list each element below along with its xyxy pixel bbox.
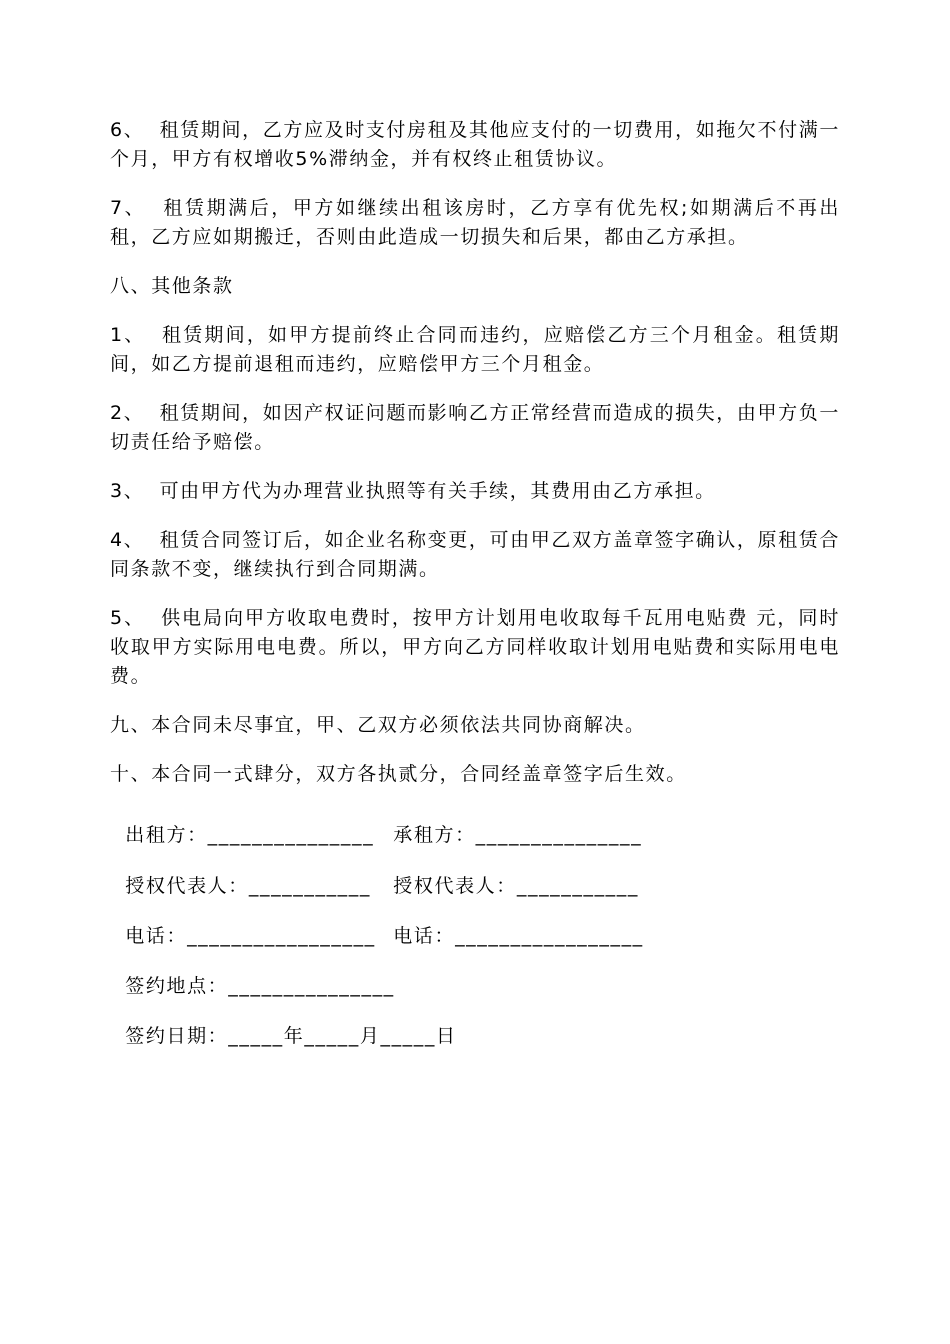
section-heading-other-terms: 八、其他条款 — [110, 275, 234, 297]
signature-row-parties-right — [378, 792, 642, 850]
signing-date-line: 签约日期：_____年_____月_____日 — [125, 1025, 457, 1047]
lessee-signature-line: 承租方：_______________ — [393, 824, 643, 846]
section-ten: 十、本合同一式肆分，双方各执贰分，合同经盖章签字后生效。 — [110, 763, 687, 785]
signature-row-phone-right — [378, 893, 644, 951]
clause-7: 7、 租赁期满后，甲方如继续出租该房时，乙方享有优先权;如期满后不再出租，乙方应如期搬迁，否则由此造成一切损失和后果，都由乙方承担。 — [110, 197, 840, 248]
other-term-5: 5、 供电局向甲方收取电费时，按甲方计划用电收取每千瓦用电贴费 元，同时收取甲方实际用电电费。所以，甲方向乙方同样收取计划用电贴费和实际用电电费。 — [110, 607, 840, 687]
signing-place-line: 签约地点：_______________ — [125, 975, 395, 997]
lessor-phone-line: 电话：_________________ — [125, 925, 376, 947]
other-term-1: 1、 租赁期间，如甲方提前终止合同而违约，应赔偿乙方三个月租金。租赁期间，如乙方提前退租而违约，应赔偿甲方三个月租金。 — [110, 324, 840, 375]
clause-6: 6、 租赁期间，乙方应及时支付房租及其他应支付的一切费用，如拖欠不付满一个月，甲方有权增收5%滞纳金，并有权终止租赁协议。 — [110, 119, 840, 170]
other-term-3: 3、 可由甲方代为办理营业执照等有关手续，其费用由乙方承担。 — [110, 480, 716, 502]
section-nine: 九、本合同未尽事宜，甲、乙双方必须依法共同协商解决。 — [110, 714, 646, 736]
lessee-phone-line: 电话：_________________ — [393, 925, 644, 947]
contract-body — [110, 116, 840, 809]
signature-row-parties — [110, 792, 374, 850]
lessor-signature-line: 出租方：_______________ — [125, 824, 375, 846]
signing-date-row — [110, 993, 457, 1051]
lessee-representative-line: 授权代表人：___________ — [393, 875, 639, 897]
lessor-representative-line: 授权代表人：___________ — [125, 875, 371, 897]
other-term-4: 4、 租赁合同签订后，如企业名称变更，可由甲乙双方盖章签字确认，原租赁合同条款不变，继续执行到合同期满。 — [110, 529, 840, 580]
other-term-2: 2、 租赁期间，如因产权证问题而影响乙方正常经营而造成的损失，由甲方负一切责任给予赔偿。 — [110, 402, 840, 453]
